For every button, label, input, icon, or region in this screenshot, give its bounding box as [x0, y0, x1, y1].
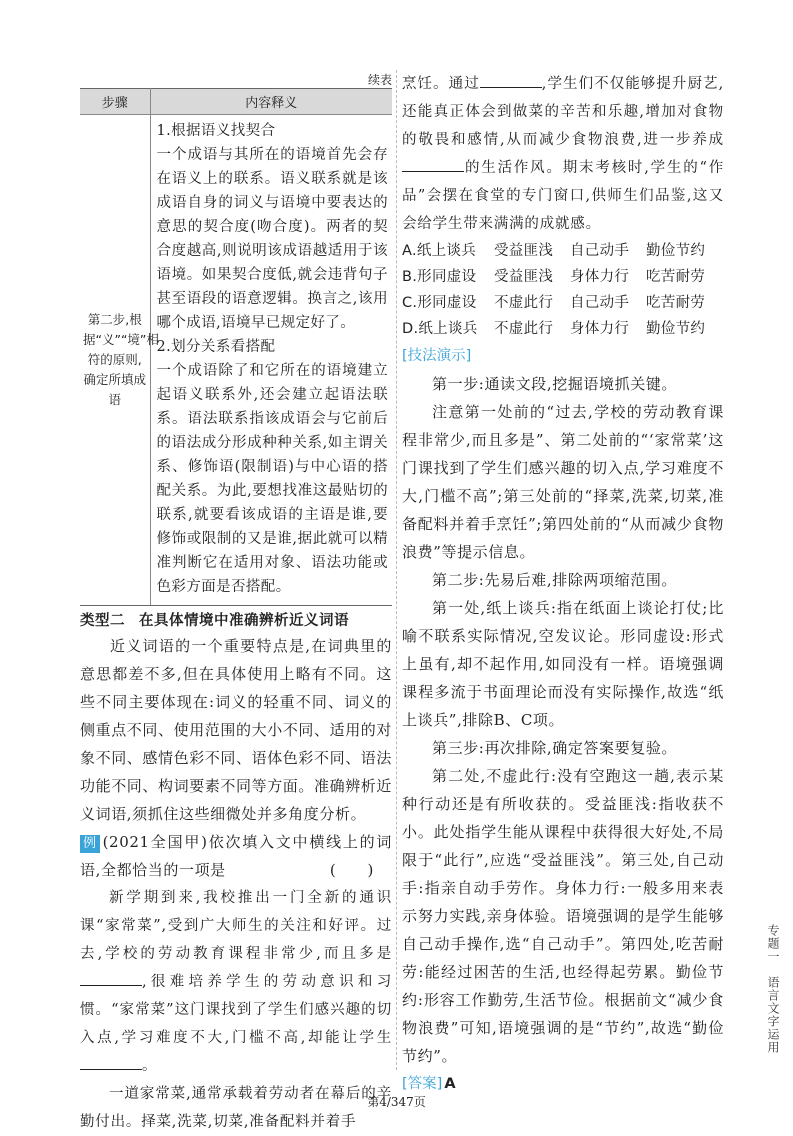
- section-label: 类型二: [80, 613, 125, 629]
- analysis-step: 第一步:通读文段,挖掘语境抓关键。: [432, 375, 678, 393]
- question-text: (2021全国甲)依次填入文中横线上的词语,全都恰当的一项是: [80, 833, 392, 879]
- analysis-step: 第三步:再次排除,确定答案要复验。: [432, 739, 678, 757]
- example-question: [80, 828, 392, 884]
- example-badge: 例: [80, 835, 100, 853]
- answer-label: [答案]: [402, 1076, 443, 1092]
- section-heading: [80, 610, 392, 632]
- table-header-row: [80, 89, 392, 115]
- sub2-text: 一个成语除了和它所在的语境建立起语义联系外,还会建立起语法联系。语法联系指该成语会与它前后的语法成分形成种种关系,如主谓关系、修饰语(限制语)与中心语的搭配关系。为此,要想找准这最贴切的联系,就要看该成语的主语是谁,要修饰或限制的又是谁,据此就可以精准判断它在适用对象、语法功能或色彩方面是否搭配。: [156, 363, 388, 595]
- section-title: 在具体情境中准确辨析近义词语: [139, 613, 349, 629]
- blank-4: [402, 156, 464, 172]
- sub2-title: 2.划分关系看搭配: [156, 339, 276, 355]
- analysis-step: 第二步:先易后难,排除两项缩范围。: [432, 571, 678, 589]
- option-a: A.纸上谈兵 受益匪浅 自己动手 勤俭节约: [402, 243, 706, 259]
- continued-label: 续表: [367, 73, 392, 87]
- analysis-paragraph: 第二处,不虚此行:没有空跑这一趟,表示某种行动还是有所收获的。受益匪浅:指收获不小。此处指学生能从课程中获得很大好处,不局限于“此行”,应选“受益匪浅”。第三处,自己动手:指亲自动手劳作。身体力行:一般多用来表示努力实践,亲身体验。语境强调的是学生能够自己动手操作,选“自己动手”。第四处,吃苦耐劳:能经过困苦的生活,也经得起劳累。勤俭节约:形容工作勤劳,生活节俭。根据前文“减少食物浪费”可知,语境强调的是“节约”,故选“勤俭节约”。: [402, 767, 724, 1065]
- column-divider: [396, 70, 397, 1070]
- table-row: [80, 115, 392, 606]
- method-label: [技法演示]: [402, 348, 472, 364]
- passage-text: ,很难培养学生的劳动意识和习惯。“家常菜”这门课找到了学生们感兴趣的切入点,学习难度不大,门槛不高,却能让学生: [80, 974, 392, 1046]
- passage-text: 的生活作风。期末考核时,学生的“作品”会摆在食堂的专门窗口,供师生们品鉴,这又会给学生带来满满的成就感。: [402, 160, 724, 232]
- method-table: [80, 88, 392, 606]
- sub1-title: 1.根据语义找契合: [156, 123, 276, 139]
- step-cell: 第二步,根据“义”“境”相符的原则,确定所填成语: [80, 115, 150, 606]
- left-column: [80, 72, 392, 1136]
- option-b: B.形同虚设 受益匪浅 身体力行 吃苦耐劳: [402, 269, 706, 285]
- sub1-text: 一个成语与其所在的语境首先会存在语义上的联系。语义联系就是该成语自身的词义与语境中要表达的意思的契合度(吻合度)。两者的契合度越高,则说明该成语越适用于该语境。如果契合度低,就会违背句子甚至语段的语意逻辑。换言之,该用哪个成语,语境早已规定好了。: [156, 147, 388, 331]
- answer-value: A: [444, 1076, 456, 1092]
- option-c: C.形同虚设 不虚此行 自己动手 吃苦耐劳: [402, 295, 706, 311]
- passage-paragraph-2-cont: [402, 70, 724, 238]
- header-step: 步骤: [80, 89, 150, 115]
- passage-text: ,学生们不仅能够提升厨艺,还能真正体会到做菜的辛苦和乐趣,增加对食物的敬畏和感情,从而减少食物浪费,进一步养成: [402, 76, 725, 148]
- blank-1: [80, 970, 142, 986]
- passage-paragraph-2: 一道家常菜,通常承载着劳动者在幕后的辛勤付出。择菜,洗菜,切菜,准备配料并着手: [80, 1086, 392, 1130]
- right-column: [402, 70, 724, 1098]
- options-list: [402, 238, 724, 342]
- answer-paren: ( ): [329, 861, 374, 879]
- header-content: 内容释义: [150, 89, 392, 115]
- blank-2: [80, 1054, 142, 1070]
- passage-text: 新学期到来,我校推出一门全新的通识课“家常菜”,受到广大师生的关注和好评。过去,学校的劳动教育课程非常少,而且多是: [80, 890, 392, 962]
- blank-3: [480, 72, 542, 88]
- option-d: D.纸上谈兵 不虚此行 身体力行 勤俭节约: [402, 321, 706, 337]
- chapter-side-tab: 专题一 语言文字运用: [766, 924, 780, 1054]
- passage-paragraph-1: [80, 884, 392, 1080]
- content-cell: [150, 115, 392, 606]
- page-number: 第4/347页: [367, 1095, 426, 1109]
- passage-text: 烹饪。通过: [402, 76, 480, 92]
- passage-text: 。: [142, 1058, 158, 1074]
- analysis-paragraph: 注意第一处前的“过去,学校的劳动教育课程非常少,而且多是”、第二处前的“‘家常菜’这门课找到了学生们感兴趣的切入点,学习难度不大,门槛不高”;第三处前的“择菜,洗菜,切菜,准备配料并着手烹饪”;第四处前的“从而减少食物浪费”等提示信息。: [402, 403, 724, 561]
- analysis-paragraph: 第一处,纸上谈兵:指在纸面上谈论打仗;比喻不联系实际情况,空发议论。形同虚设:形式上虽有,却不起作用,如同没有一样。语境强调课程多流于书面理论而没有实际操作,故选“纸上谈兵”,排除B、C项。: [402, 599, 724, 729]
- intro-paragraph: 近义词语的一个重要特点是,在词典里的意思都差不多,但在具体使用上略有不同。这些不同主要体现在:词义的轻重不同、词义的侧重点不同、使用范围的大小不同、适用的对象不同、感情色彩不同、语体色彩不同、语法功能不同、构词要素不同等方面。准确辨析近义词语,须抓住这些细微处并多角度分析。: [80, 637, 393, 823]
